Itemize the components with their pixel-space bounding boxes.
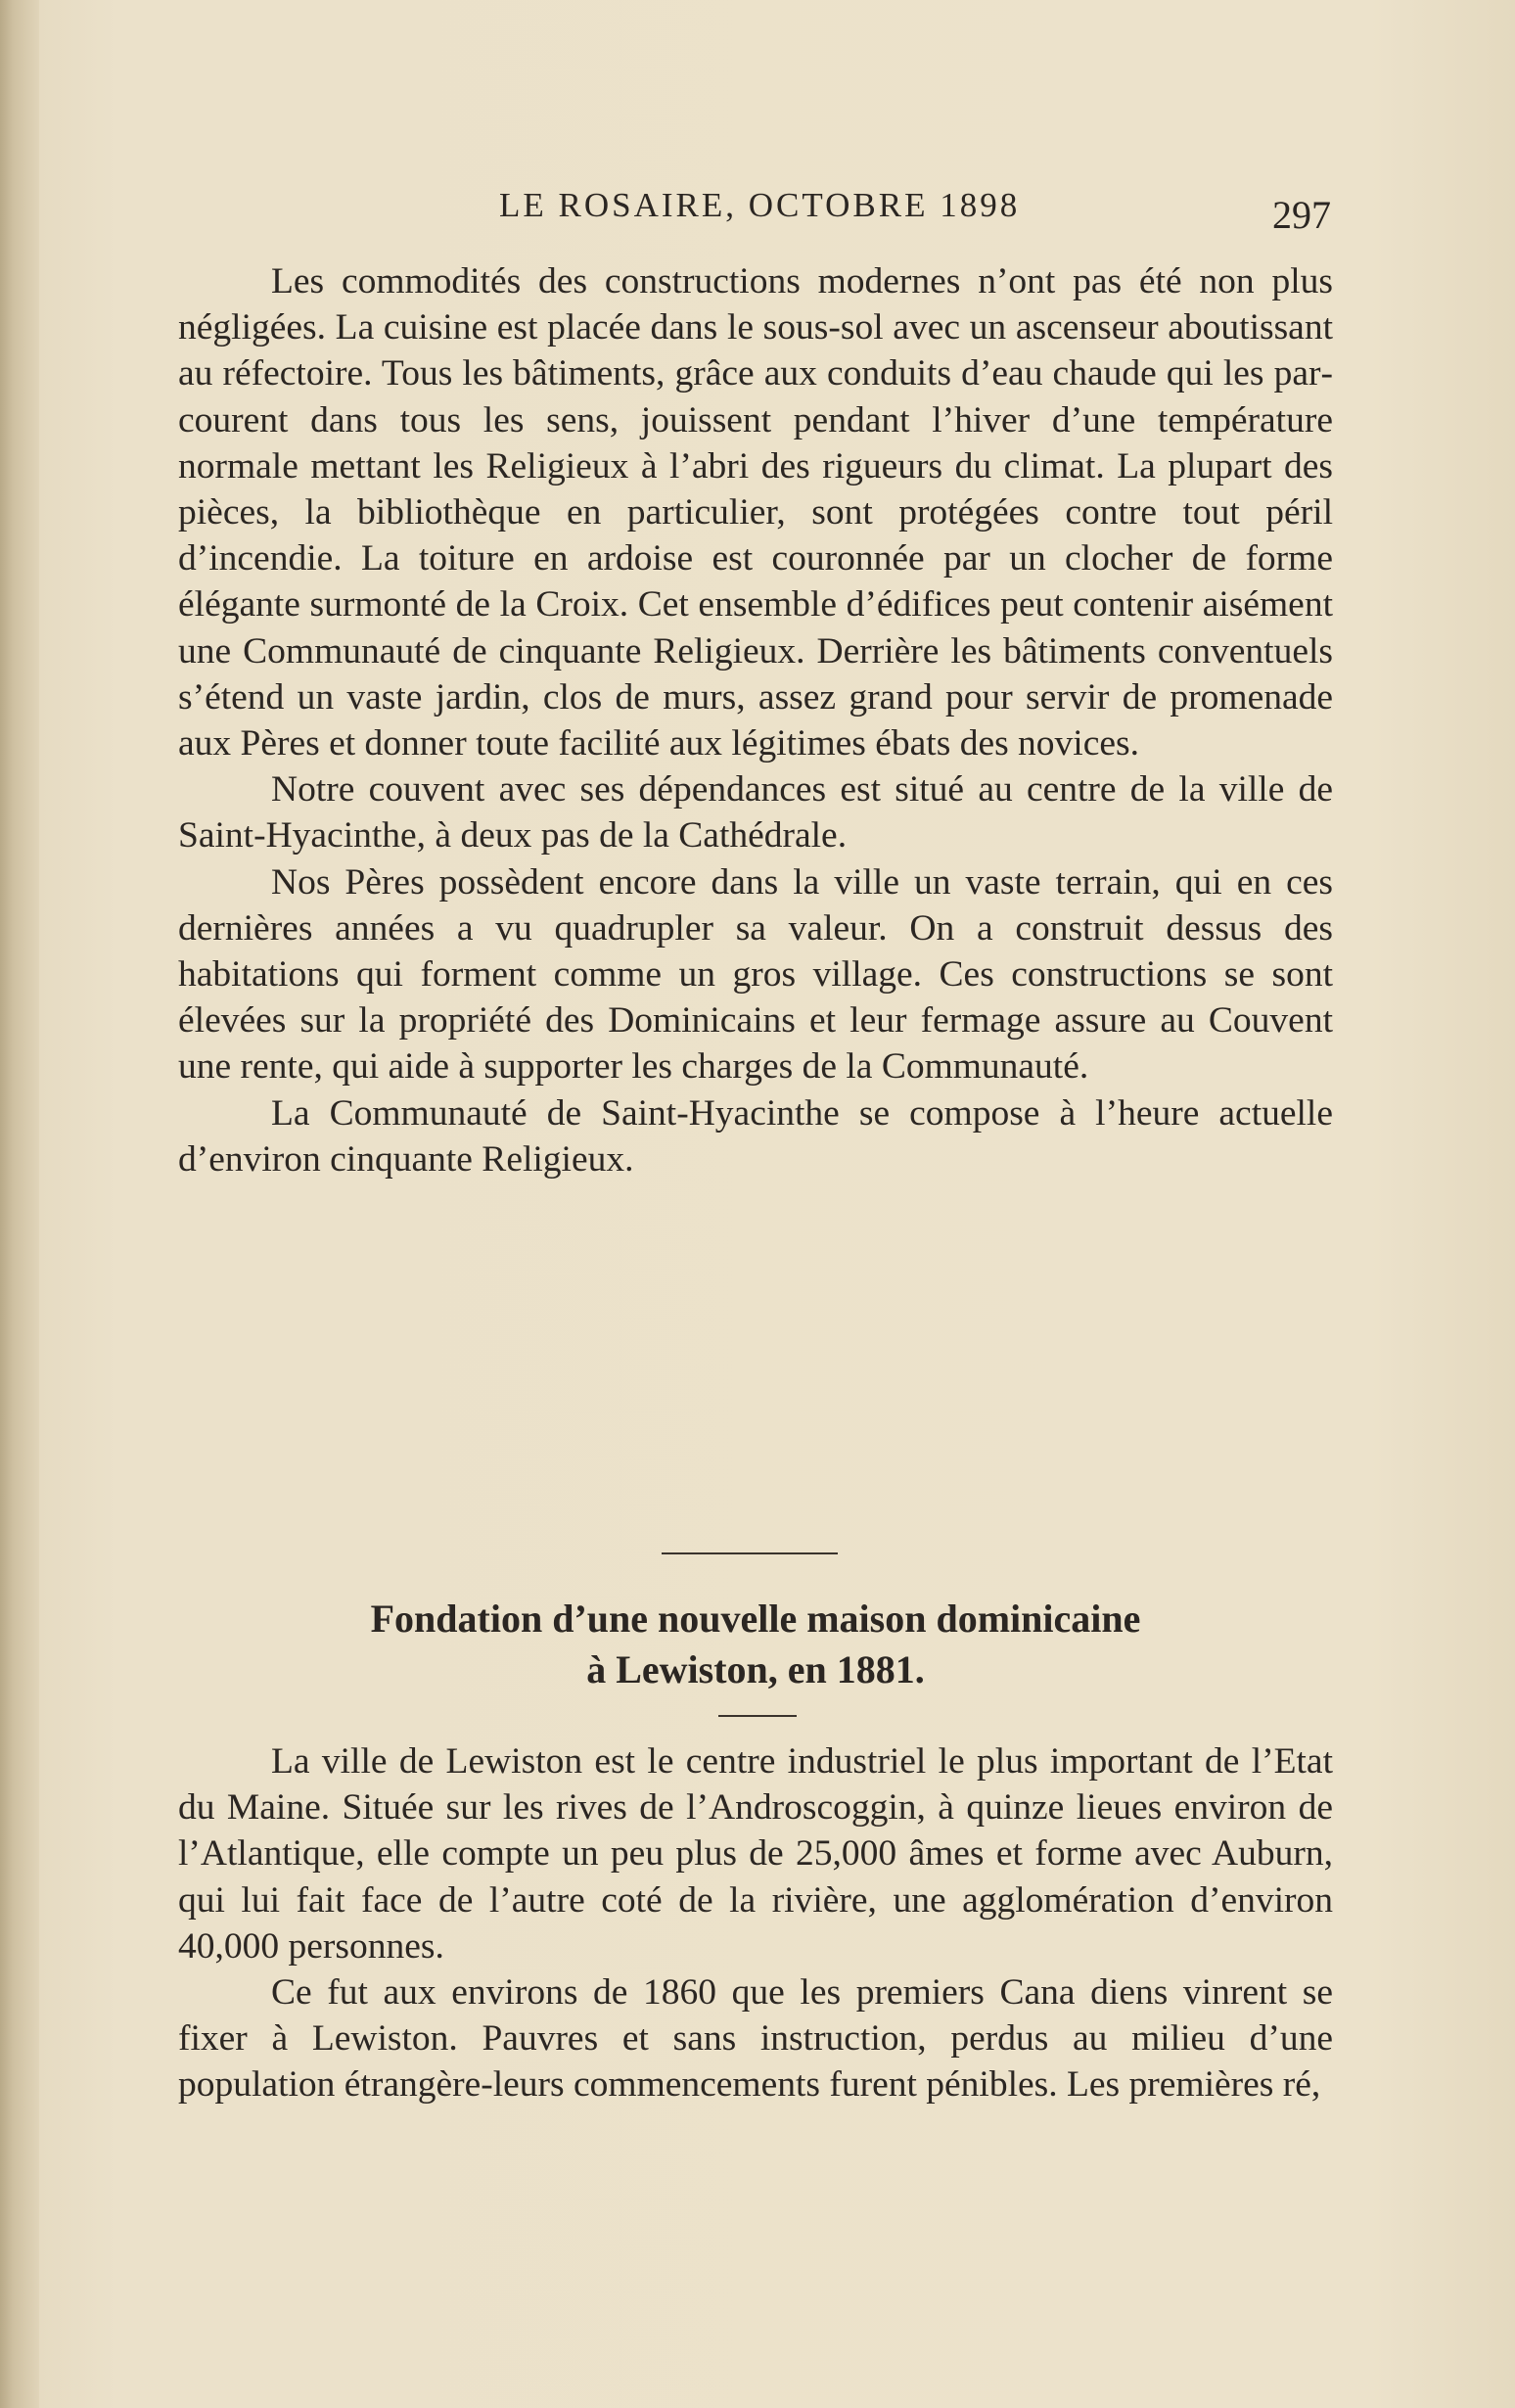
page-gutter [0, 0, 39, 2408]
paragraph: Nos Pères possèdent encore dans la ville un vaste terrain, qui en ces dernières années a vu quadrupler sa valeur. On a construit dessus des habitations qui forment comme un gros village. Ces constructions se sont élevées sur la propriété des Dominicains et leur fermage assure au Couvent une rente, qui aide à supporter les charges de la Communauté. [178, 861, 1333, 1088]
section-heading [178, 1594, 1333, 1695]
paragraph: La ville de Lewiston est le centre industriel le plus important de l’Etat du Maine. Située sur les rives de l’Androscoggin, à quinze lieues environ de l’Atlantique, elle compte un peu plus de 25,000 âmes et forme avec Auburn, qui lui fait face de l’autre coté de la rivière, une agglomération d’environ 40,000 personnes. [178, 1741, 1333, 1967]
page-number: 297 [1272, 193, 1331, 237]
paragraph: Notre couvent avec ses dépendances est situé au centre de la ville de Saint-Hyacinthe, à deux pas de la Cathédrale. [178, 769, 1333, 857]
section-heading-line: à Lewiston, en 1881. [586, 1647, 925, 1691]
paragraph: Ce fut aux environs de 1860 que les premiers Cana diens vinrent se fixer à Lewiston. Pauvres et sans instruction, perdus au milieu d’une population étrangère-leurs commencements furent pénibles. Les premières ré, [178, 1972, 1333, 2106]
running-head [176, 186, 1331, 245]
heading-rule [718, 1715, 797, 1717]
paragraph: Les commodités des constructions modernes n’ont pas été non plus négligées. La cuisine est placée dans le sous-sol avec un ascenseur aboutissant au réfectoire. Tous les bâtiments, grâce aux conduits d’eau chaude qui les parcourent dans tous les sens, jouissent pendant l’hiver d’une température normale mettant les Religieux à l’abri des rigueurs du climat. La plupart des pièces, la bibliothèque en particulier, sont protégées contre tout péril d’incendie. La toiture en ardoise est couronnée par un clocher de forme élégante surmonté de la Croix. Cet ensemble d’édifices peut contenir aisément une Communauté de cinquante Religieux. Derrière les bâtiments conventuels s’étend un vaste jardin, clos de murs, assez grand pour servir de promenade aux Pères et donner toute facilité aux légitimes ébats des novices. [178, 261, 1333, 764]
paragraph: La Communauté de Saint-Hyacinthe se compose à l’heure actuelle d’environ cinquante Religieux. [178, 1092, 1333, 1180]
section-divider [662, 1552, 838, 1554]
section-heading-line: Fondation d’une nouvelle maison dominicaine [370, 1597, 1141, 1641]
main-text [178, 258, 1333, 1182]
running-title: LE ROSAIRE, OCTOBRE 1898 [499, 186, 1021, 224]
section-text [178, 1738, 1333, 2108]
